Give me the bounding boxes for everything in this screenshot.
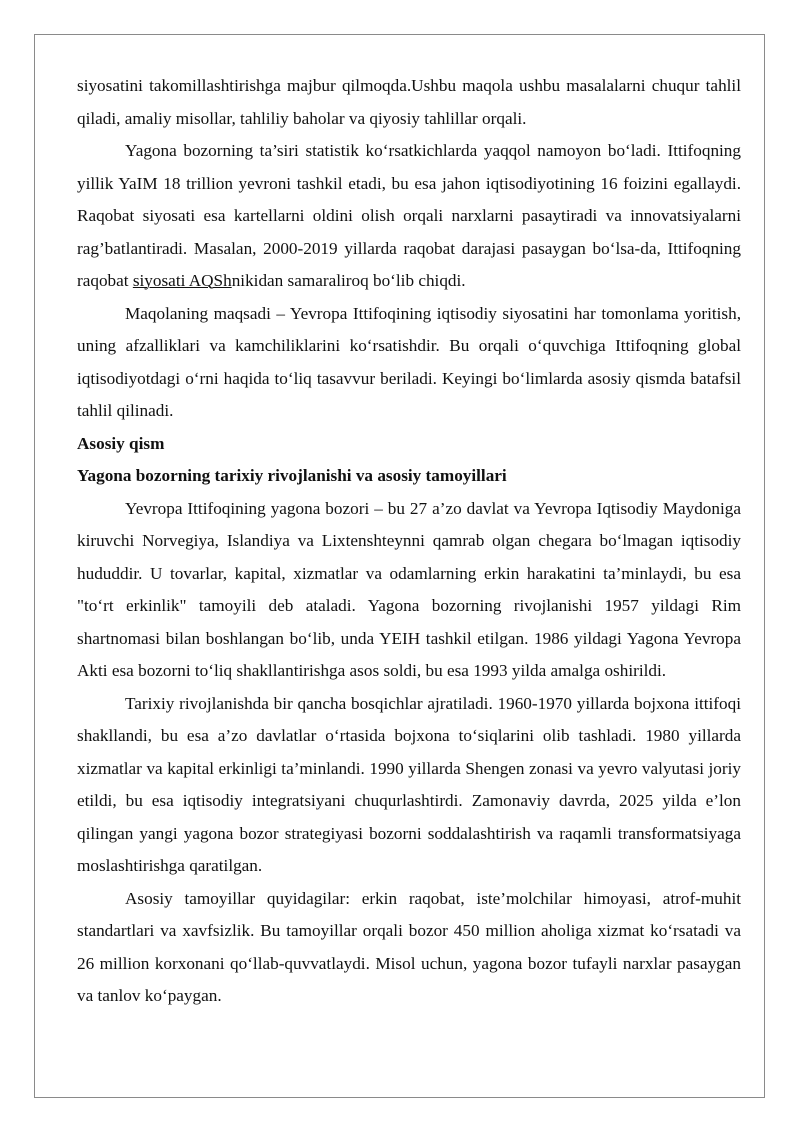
section-heading: Asosiy qism <box>77 433 165 453</box>
paragraph-article-purpose: Maqolaning maqsadi – Yevropa Ittifoqining iqtisodiy siyosatini har tomonlama yoritish, uning afzalliklari va kamchiliklarini ko‘rsatishdir. Bu orqali o‘quvchiga Ittifoqning global iqtisodiyotdagi o‘rni haqida to‘liq tasavvur beriladi. Keyingi bo‘limlarda asosiy qismda batafsil tahlil qilinadi. <box>77 303 741 420</box>
document-body <box>77 70 741 1013</box>
paragraph-text-tail: nikidan samaraliroq bo‘lib chiqdi. <box>231 271 466 290</box>
paragraph-historical-stages: Tarixiy rivojlanishda bir qancha bosqichlar ajratiladi. 1960-1970 yillarda bojxona ittifoqi shakllandi, bu esa a’zo davlatlar o‘rtasida bojxona to‘siqlarini olib tashladi. 1980 yillarda xizmatlar va kapital erkinligi ta’minlandi. 1990 yillarda Shengen zonasi va yevro valyutasi joriy etildi, bu esa iqtisodiy integratsiyani chuqurlashtirdi. Zamonaviy davrda, 2025 yilda e’lon qilingan yangi yagona bozor strategiyasi bozorni soddalashtirish va raqamli transformatsiyaga moslashtirishga qaratilgan. <box>77 693 741 875</box>
paragraph-main-principles: Asosiy tamoyillar quyidagilar: erkin raqobat, iste’molchilar himoyasi, atrof-muhit standartlari va xavfsizlik. Bu tamoyillar orqali bozor 450 million aholiga xizmat ko‘rsatadi va 26 million korxonani qo‘llab-quvvatlaydi. Misol uchun, yagona bozor tufayli narxlar pasaygan va tanlov ko‘paygan. <box>77 888 741 1005</box>
paragraph-intro-continuation: siyosatini takomillashtirishga majbur qilmoqda.Ushbu maqola ushbu masalalarni chuqur tahlil qiladi, amaliy misollar, tahliliy baholar va qiyosiy tahlillar orqali. <box>77 76 741 128</box>
subsection-heading: Yagona bozorning tarixiy rivojlanishi va asosiy tamoyillari <box>77 466 507 485</box>
paragraph-single-market-definition: Yevropa Ittifoqining yagona bozori – bu 27 a’zo davlat va Yevropa Iqtisodiy Maydoniga kiruvchi Norvegiya, Islandiya va Lixtenshteynni qamrab olgan chegara bo‘lmagan iqtisodiy hududdir. U tovarlar, kapital, xizmatlar va odamlarning erkin harakatini ta’minlaydi, bu esa "to‘rt erkinlik" tamoyili deb ataladi. Yagona bozorning rivojlanishi 1957 yildagi Rim shartnomasi bilan boshlangan bo‘lib, unda YEIH tashkil etilgan. 1986 yildagi Yagona Yevropa Akti esa bozorni to‘liq shakllantirishga asos soldi, bu esa 1993 yilda amalga oshirildi. <box>77 498 741 680</box>
underlined-text: siyosati AQSh <box>132 271 232 290</box>
paragraph-text: Yagona bozorning ta’siri statistik ko‘rsatkichlarda yaqqol namoyon bo‘ladi. Ittifoqning yillik YaIM 18 trillion yevroni tashkil etadi, bu esa jahon iqtisodiyotining 16 foizini egallaydi. Raqobat siyosati esa kartellarni oldini olish orqali narxlarni pasaytiradi va innovatsiyalarni rag’batlantiradi. Masalan, 2000-2019 yillarda raqobat darajasi pasaygan bo‘lsa-da, Ittifoqning raqobat <box>77 141 741 290</box>
paragraph-single-market-impact <box>77 135 741 298</box>
